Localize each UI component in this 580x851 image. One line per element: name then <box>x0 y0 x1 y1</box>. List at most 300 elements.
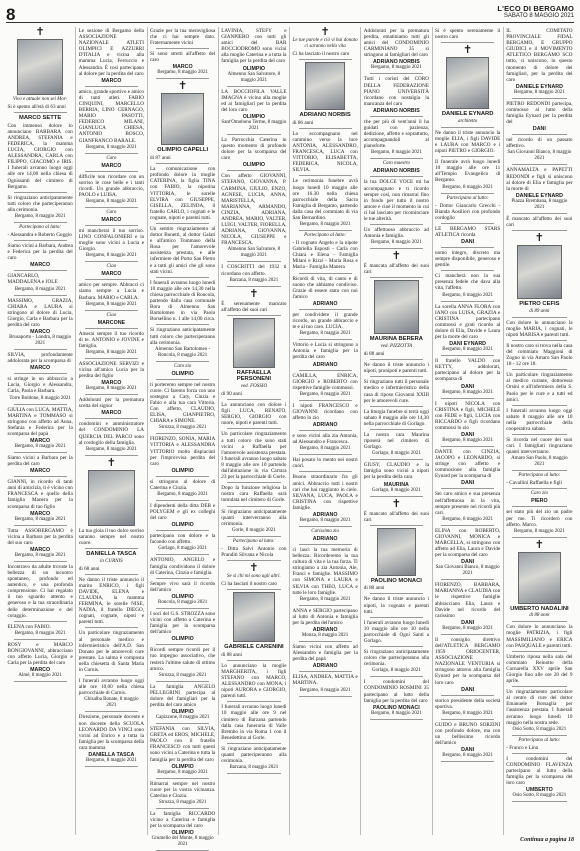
notice-place-date: Almè, 8 maggio 2021 <box>18 673 62 679</box>
notice-divider <box>370 224 423 225</box>
deceased-name: OLIMPIO CAPELLI <box>157 147 209 154</box>
notice-subtitle: Carissimo zio <box>311 529 339 534</box>
notice-divider <box>512 317 566 318</box>
obituary-notice <box>435 226 500 248</box>
issue-date: SABATO 8 MAGGIO 2021 <box>503 13 574 19</box>
notice-place-date: Bergamo, 8 maggio 2021 <box>86 386 137 392</box>
obituary-notice <box>221 402 286 429</box>
portrait-photo <box>88 470 134 526</box>
obituary-notice <box>8 115 73 193</box>
obituary-notice <box>79 458 144 549</box>
notice-place-date: Ghisalba Bonate, 8 maggio 2021 <box>84 697 139 709</box>
obituary-notice <box>364 280 429 360</box>
notice-divider <box>227 701 280 702</box>
notice-place-date: Barzana, 8 maggio 2021 <box>229 277 279 283</box>
notice-divider <box>85 225 138 226</box>
notice-divider <box>370 646 423 647</box>
portrait-photo <box>517 245 562 299</box>
notice-text: condomini e amministratore del CONDOMINIO LA QUERCIA DEL PARCO sono al cordoglio della famiglia. <box>78 421 144 446</box>
notice-place-date: Bergamo, 8 maggio 2021 <box>442 625 493 631</box>
obituary-notice <box>435 196 500 224</box>
obituary-notice <box>8 479 73 525</box>
notice-divider <box>227 399 280 400</box>
notice-divider <box>227 261 280 262</box>
portrait-photo <box>518 552 561 604</box>
notice-divider <box>156 578 209 579</box>
obituary-notice <box>8 528 73 562</box>
notice-place-date: Bergamo, 8 maggio 2021 <box>299 518 351 523</box>
notice-divider <box>227 170 280 171</box>
notice-subtitle: Caro maestro <box>382 161 411 167</box>
notice-divider <box>441 42 494 43</box>
obituary-notice <box>150 382 215 435</box>
notice-divider <box>512 735 566 736</box>
notice-text: GIANNI, in ricordo di tanti anni di amicizia, ti è vicino con FRANCESCA e quello della famiglia Manera per la scomparsa di tuo figlio <box>7 479 73 510</box>
notice-name-line: MARCO <box>30 667 51 674</box>
deceased-name: UMBERTO NADALINI <box>510 605 569 612</box>
obituary-notice <box>293 608 358 642</box>
notice-text: - Franco e Lina <box>506 744 539 751</box>
notice-divider <box>441 695 494 696</box>
notice-text: I funerali avranno luogo lunedì 10 maggio alle ore 14,30 nella chiesa parrocchiale di Roncola, partendo dalla casa comunale Bora di Almenno San Bartolomeo in via Paolo Borsellino n. 1 alle 14,00 circa. <box>150 279 216 323</box>
notice-divider <box>512 434 566 435</box>
notice-divider <box>441 446 494 447</box>
notice-divider <box>156 778 209 779</box>
notice-text: I nipoti NICOLA con CRISTINA e figli, MICHELE con FEDE e figli, LUCIA con RICCARDO e figli ricordano commossi lo zio <box>435 400 501 431</box>
notice-text: la tua DOLCE VOCE mi ha accompagnato e ti ricordo sempre così, non rimarrai fino in fondo per tutto il nostro amore e cioè il momento in cui ci hai lasciato per ricominciare le tue alterità. <box>363 179 429 222</box>
notice-divider <box>299 430 352 431</box>
notice-text: che per più di vent'anni il ha guidati con pazienza, dedizione, affetto e soprattutto, accompagnandoli al pianoforte. <box>363 118 429 150</box>
notice-place-date: Bergamo, 8 maggio 2021 <box>299 687 351 693</box>
obituary-notice <box>8 195 73 223</box>
obituary-notice <box>8 564 73 622</box>
notice-divider <box>370 376 423 377</box>
obituary-notice <box>221 509 286 537</box>
obituary-notice <box>364 379 429 406</box>
notice-text: La famiglia ANGELO PELLEGRINI partecipa al dolore dei famigliari per la perdita del caro amico <box>150 683 216 708</box>
cross-icon: ✝ <box>534 231 544 244</box>
portrait-photo <box>377 528 417 576</box>
notice-text: LE BERGAMO STARS ATLETICA ricorda <box>435 225 501 238</box>
notice-name-line: DANI <box>461 383 475 390</box>
notice-divider <box>299 400 352 401</box>
notice-divider <box>512 753 566 754</box>
notice-divider <box>441 634 494 635</box>
portrait-photo <box>446 57 489 109</box>
notice-text: Direzione, personale docente e non docente della SCUOLA LEONARDO DA VINCI sono vicini ad Enrico e a tutta la famiglia per la scomparsa della cara mamma <box>78 714 144 751</box>
notice-text: Addolorati per la prematura perdita, ematiniamo tutti gli amici del CONDOMINIO CARMINIANO 35 si stringono ai famigliari del caro <box>363 28 429 59</box>
obituary-notice <box>506 167 572 213</box>
notice-place-date: Bergamo, 8 maggio 2021 <box>86 198 137 204</box>
notice-text: di 68 anni <box>78 565 100 572</box>
obituary-notice <box>506 624 572 651</box>
notice-divider <box>512 470 566 471</box>
notice-text: ASSOCIAZIONE SERVIZI e vicina all'amico Lucia per la perdita del figlio <box>78 360 144 380</box>
notice-text: Si ringraziano anticipatamente quanti interverranno alla cerimonia. <box>221 508 287 527</box>
column-5 <box>290 27 361 835</box>
notice-text: e sono vicini alla zia Antonia, ad Alessandro e Francesca. <box>292 433 358 446</box>
notice-name-line: DANI <box>532 126 546 133</box>
obituary-notice <box>79 577 144 629</box>
notice-place-date: Bergamo, 8 maggio 2021 <box>86 446 137 452</box>
notice-divider <box>299 59 352 60</box>
notice-place-date: Piazza Brembana, 8 maggio 2021 <box>511 198 568 210</box>
notice-divider <box>441 193 494 194</box>
notice-text: Si ringraziano anticipatamente tutti coloro che parteciperanno alla cerimonia. <box>150 327 216 346</box>
obituary-notice <box>293 403 358 431</box>
notice-name-line: OLIMPIO <box>171 763 194 770</box>
obituary-notice <box>506 509 572 537</box>
notice-divider <box>14 476 67 477</box>
notice-divider <box>299 526 352 527</box>
obituary-notice <box>364 227 429 249</box>
notice-divider <box>512 488 566 489</box>
notice-name-line: PIERO <box>531 498 548 505</box>
notice-text: per condividere il grande ricordo, un grande abbraccio e te e al tuo caro. LUCIA. <box>292 311 358 331</box>
notice-text: Lo accompagnano nel cammino verso la luce ANTONIA, ALESSANDRO, FRANCESCA, LUCA con VITTORIO, ELISABETTA, FEDERICA, NICOLA, SILVIA. <box>292 130 358 174</box>
notice-divider <box>441 719 494 720</box>
obituary-notice <box>79 421 144 455</box>
notice-text: Sempre vivo sarà il ricordo dell'amico <box>150 580 216 593</box>
notice-text: Rimarrai sempre nel nostro cuore per la vostra vicinanza. Caterina e Cinzia. <box>150 780 216 799</box>
notice-divider <box>512 506 566 507</box>
notice-divider <box>299 128 352 129</box>
notice-text: Tutti i coristi del CORO DELLA FEDERAZIONE PIANO UNIVERSITÀ ricordano con nostalgia la mancanza del caro <box>363 76 429 107</box>
notice-divider <box>441 398 494 399</box>
obituary-notice <box>150 166 215 224</box>
notice-place-date: Capizzone, 8 maggio 2021 <box>155 715 210 721</box>
obituary-notice <box>506 137 572 165</box>
notice-name-line: ADRIANO <box>312 536 338 542</box>
obituary-notice <box>364 528 429 595</box>
notice-text: ELENA con FABIO. <box>7 623 51 630</box>
obituary-notice <box>506 372 572 405</box>
notice-divider <box>370 593 423 594</box>
notice-text: mi mancherai il tuo sorriso. LINO CONFALONIERI e la moglie sono vicini a Lucia e Giorgio. <box>78 227 144 253</box>
notice-text: nel ricordo di un passato affettivo. <box>506 137 573 150</box>
notice-text: - Ditta Salvi Antonio con Pranditi Silvana e Nicola <box>221 545 287 558</box>
cross-icon: ✝ <box>534 538 544 551</box>
deceased-name: DANIELLA TASCA <box>86 551 137 558</box>
cross-icon: ✝ <box>35 26 45 38</box>
obituary-notice <box>8 298 73 350</box>
notice-name-line: OLIMPIO <box>171 370 194 377</box>
notice-place-date: Bergamo, 8 maggio 2021 <box>86 349 137 355</box>
obituary-notice <box>150 28 215 49</box>
notice-divider <box>14 240 67 241</box>
obituary-notice <box>293 276 358 310</box>
obituary-notice <box>221 563 286 590</box>
notice-text: - Cavallini Raffaella e figli <box>506 480 563 487</box>
notice-divider <box>85 394 138 395</box>
notice-divider <box>156 476 209 477</box>
notice-text: GUIDO e BRUNO SORZINI con profondo dolore, ma con un bellissimo ricordo dell'amico <box>435 721 501 747</box>
obituary-notice <box>506 437 572 471</box>
notice-place-date: Bergamo, 8 maggio 2021 <box>86 253 137 259</box>
notice-text: Siamo vicini a Barbara per la perdita del caro <box>7 454 73 468</box>
notice-place-date: Monza, 8 maggio 2021 <box>301 633 349 639</box>
notice-name-line: MARCO <box>101 380 122 387</box>
obituary-notice <box>506 28 572 99</box>
notice-text: Le cerimonia funebre avrà luogo lunedì 10 maggio alle ore 16.30 nella chiesa parrocchiale della Sacra Famiglia di Bergamo, partendo dalla casa del commiato di via San Bernardino. <box>292 178 358 221</box>
notice-subtitle: in CURNIS <box>100 558 123 564</box>
notice-divider <box>370 617 423 618</box>
newspaper-name: L'ECO DI BERGAMO <box>497 4 574 13</box>
notice-name-line: DANI <box>461 431 475 438</box>
notice-text: I dipendenti della ditta DEB e POLYGEM e gli ex colleghi del caro <box>150 503 216 522</box>
notice-text: sei stato più del zio un padre per me. Ti ricorderò con affetto. Marco. <box>506 509 573 528</box>
notice-place-date: Bergamo, 8 maggio 2021 <box>299 391 351 397</box>
notice-divider <box>227 743 280 744</box>
obituary-notice <box>150 479 215 501</box>
notice-text: ANTONIO, ANGELO e famiglia condividono il dolore di Caterina, Cinzia e famiglia. <box>150 557 216 576</box>
notice-place-date: Roncola, 8 maggio 2021 <box>158 599 208 605</box>
notice-divider <box>299 454 352 455</box>
obituary-notice <box>8 225 73 241</box>
cross-icon: ✝ <box>320 26 330 38</box>
cross-icon: ✝ <box>463 44 473 57</box>
obituary-notice <box>435 698 500 720</box>
notice-name-line: DANIELLA TASCA <box>88 751 135 758</box>
notice-place-date: Bergamo, 8 maggio 2021 <box>86 301 137 307</box>
obituary-notice <box>435 582 500 635</box>
obituary-notice <box>364 28 429 74</box>
notice-name-line: DANIELE EYNARD <box>515 83 563 90</box>
notice-subtitle: architetto <box>457 118 478 124</box>
notice-place-date: Almenno San Salvatore, 8 maggio 2021 <box>227 71 281 83</box>
deceased-name: GABRIELE CARENINI <box>224 644 284 651</box>
notice-divider <box>227 286 280 287</box>
notice-divider <box>299 605 352 606</box>
notice-divider <box>85 548 138 549</box>
notice-divider <box>85 711 138 712</box>
obituary-notice <box>221 539 286 561</box>
obituary-notice <box>8 273 73 295</box>
notice-text: Le sezione di Bergamo della ASSOCIAZIONE NAZIONALE ATLETI OLIMPICI E AZZURRI D'ITALIA e vicina alla mamma Lucia, Ferruccio e Alessandra. È così partecipano al dolore per la perdita del caro <box>78 28 144 77</box>
notice-text: Un affettuoso abbraccio ad Antonia e famiglia. <box>363 227 429 240</box>
notice-text: ANNAMALTA e PAPETTI REDONDI e figli si uniscono al dolore di Elia e famiglia per la morte di <box>506 167 573 192</box>
notice-divider <box>227 134 280 135</box>
notice-text: La tua gioia il tuo dolce sorriso saranno sempre nel nostro cuore. <box>78 527 144 546</box>
notice-divider <box>441 488 494 489</box>
notice-place-date: Bergamo, 8 maggio 2021 <box>442 347 493 353</box>
notice-text: ROSY e MARCO BONGIOVANNI, abbracciano con affetto Lucia, Giorgio e Carla per la perdita del caro <box>7 641 73 667</box>
notice-text: Si ricorda nel cuore dei suoi cari. I famigliari ringraziano quanti interverranno. <box>506 437 573 456</box>
notice-name-line: MARCONE <box>97 319 126 326</box>
notice-text: si stringe in un abbraccio a Lucia, Giorgio e Alessandra, Carla, Paola e Barbara. <box>7 376 73 395</box>
column-8 <box>504 27 575 835</box>
column-4 <box>219 27 290 835</box>
notice-divider <box>156 361 209 362</box>
notice-divider <box>370 676 423 677</box>
obituary-notice <box>8 376 73 404</box>
notice-text: ELISA, ANDREA, MATTIA e MARTINA. <box>292 674 358 687</box>
obituary-notice <box>150 364 215 380</box>
notice-text: Ci mancherà non la sua presenza fedele che dava alla vita, l'affetto. <box>435 273 501 292</box>
obituary-notice <box>8 455 73 477</box>
notice-divider <box>156 554 209 555</box>
notice-text: Siamo vicini con affetto ad Alessandro e famiglia per la perdita del papà <box>292 644 358 663</box>
notice-text: Un particolare ringraziamento al personale medico e infermieristico dell'A.D. San Donato per le amorevoli cure prestate. La salma è composta nella chiesetta di Santa Maria in Curnis. <box>78 630 144 674</box>
notice-text: Con affetto GIOVANNI, STEFANO, GIOVANNA, P. CARMINA, GIULIO, ENZO, AGNESE, LUCIA, ANNA, MARISTELLA, MARIANNA, ARMANDO, CINZIA, ADRIANA, ANDREA, MARIO, VALTER, LUIGI, VALTER, FIORELLA, ADRIANA, GIOVANNA, NICOLA, GIUSEPPE e FRANCESCA. <box>221 173 287 247</box>
obituary-notice <box>293 529 358 545</box>
notice-text: I condomini del CONDOMINIO ROSMINI 35 partecipano al lutto della famiglia per la perdita del caro <box>363 679 429 704</box>
notice-place-date: Almenno San Bartolomeo - Roncola, 8 maggio 2021 <box>155 346 211 358</box>
notice-divider <box>156 723 209 724</box>
notice-place-date: Bergamo, 8 maggio 2021 <box>14 516 66 522</box>
cross-icon: ✝ <box>391 497 401 510</box>
obituary-notice <box>79 210 144 226</box>
notice-divider <box>441 156 494 157</box>
obituary-notice <box>506 343 572 370</box>
notice-text: Con dolore lo annunciano la moglie PATRIZIA, i figli MASSIMILIANO e ERICA con PASQUALE e parenti tutti. <box>506 624 573 649</box>
notice-text: di 88 anni <box>363 351 385 358</box>
obituary-notice <box>293 233 358 273</box>
obituary-notice <box>293 373 358 401</box>
notice-divider <box>370 525 423 526</box>
obituary-notice <box>364 76 429 116</box>
notice-name-line: MARCO <box>30 437 51 444</box>
notice-name-line: ADRIANO <box>312 663 338 670</box>
notice-divider <box>512 230 566 231</box>
notice-divider <box>441 247 494 248</box>
notice-divider <box>370 359 423 360</box>
notice-text: Dopo la funzione religiosa la nostra cara Raffaella sarà tumulata nel cimitero di Gorle. <box>221 485 287 504</box>
obituary-notice <box>506 491 572 507</box>
deceased-name: DANIELE EYNARD <box>441 111 494 118</box>
notice-text: difficile non ricordare con un sorriso le cose belle e i tanti ricordi. Un grande abbraccio, PAOLO e LUISA. <box>78 173 144 198</box>
notice-place-date: Gorlago, 8 maggio 2021 <box>371 668 421 674</box>
notice-place-date: Bergamo, 8 maggio 2021 <box>442 292 493 298</box>
notice-divider <box>85 574 138 575</box>
notice-place-date: Bergamo, 8 maggio 2021 <box>371 65 422 71</box>
notice-name-line: OLIMPIO <box>171 522 194 529</box>
notice-place-date: Osio Sotto, 8 maggio 2021 <box>512 726 567 732</box>
notice-divider <box>299 339 352 340</box>
notice-text: I funerali avranno luogo oggi sabato 8 maggio alle ore 10 nella parrocchiale della cooperativa sabato. <box>506 407 573 432</box>
notice-divider <box>14 373 67 374</box>
notice-place-date: Bergamo, 8 maggio 2021 <box>157 70 208 76</box>
obituary-notice <box>8 352 73 374</box>
notice-subtitle: Caro <box>106 155 117 161</box>
obituary-notice <box>8 243 73 271</box>
notice-divider <box>156 681 209 682</box>
notice-divider <box>299 273 352 274</box>
obituary-notice <box>79 714 144 767</box>
notice-text: È mancata all'affetto dei suoi cari <box>363 263 429 276</box>
notice-divider <box>156 277 209 278</box>
notice-divider <box>227 506 280 507</box>
notice-divider <box>156 608 209 609</box>
notice-name-line: ADRIANO <box>312 422 338 429</box>
notice-name-line: ADRIANO <box>312 300 338 307</box>
obituary-notice <box>221 173 286 262</box>
notice-place-date: Gorlago, 8 maggio 2021 <box>371 451 421 457</box>
notice-divider <box>14 525 67 526</box>
notice-place-date: Strozza, 8 maggio 2021 <box>158 799 207 805</box>
obituary-notice <box>435 528 500 580</box>
obituary-notice <box>221 318 286 400</box>
notice-divider <box>441 761 494 762</box>
obituary-notice <box>150 611 215 645</box>
notice-place-date: Strozza, 8 maggio 2021 <box>158 425 207 431</box>
notice-text: di 87 anni <box>150 155 171 162</box>
notice-divider <box>370 429 423 430</box>
notice-place-date: San Giovanni Bianco, 8 maggio 2021 <box>435 565 500 577</box>
obituary-notice <box>293 547 358 606</box>
notice-divider <box>227 589 280 590</box>
obituary-notice <box>150 557 215 578</box>
continued-note: Continua a pagina 18 <box>520 837 574 843</box>
notice-divider <box>156 433 209 434</box>
obituary-notice <box>79 678 144 712</box>
obituary-notice <box>150 280 215 326</box>
obituary-notice <box>435 401 500 447</box>
obituary-notice <box>506 216 572 231</box>
notice-place-date: Bergamo, 8 maggio 2021 <box>86 144 137 150</box>
obituary-notice <box>150 436 215 476</box>
notice-divider <box>441 223 494 224</box>
obituary-notice <box>364 409 429 430</box>
notice-name-line: PAOLINO MONACI <box>373 704 420 711</box>
notice-text: Buono straordinario fra gli amici. Abbraccio tutti i nostri cari che hai raggiunto in cielo. SILVANA, LUCA, PAOLA e CRISTINA con rispettive famiglie. <box>292 474 358 511</box>
notice-text: uomo integro, discreto ma sempre disponibile, generoso e gentile. <box>435 250 501 269</box>
notice-text: CAMILLA, ENRICA, GIORGIO e ROBERTO con rispettive famiglie commossi. <box>292 372 358 391</box>
notice-text: Con dolore lo annunciano la moglie MARIA, i cognati, le nipoti MARISA e parenti tutti. <box>506 319 573 338</box>
notice-name-line: MARCO <box>30 262 51 269</box>
notice-divider <box>441 301 494 302</box>
notice-subtitle: ved. PIZZOTTA <box>380 344 413 350</box>
notice-divider <box>85 328 138 329</box>
notice-divider <box>156 78 209 79</box>
notice-place-date: Bergamo, 8 maggio 2021 <box>299 222 351 228</box>
notice-subtitle: Partecipano al lutto: <box>232 538 275 544</box>
notice-divider <box>85 279 138 280</box>
notice-name-line: ADRIANO NORBIS <box>372 107 420 114</box>
obituary-notice <box>150 327 215 361</box>
obituary-notice <box>435 28 500 43</box>
notice-place-date: Bergamo, 8 maggio 2021 <box>14 630 66 636</box>
notice-text: partecipano con dolore e la facondo con affetto. <box>150 533 216 546</box>
notice-name-line: MARCO <box>101 410 122 417</box>
notice-place-date: Strozza, 8 maggio 2021 <box>158 672 207 678</box>
notice-text: Si ringraziano anticipatamente quanti parteciperanno alla cerimonia. <box>221 745 287 765</box>
column-1 <box>5 27 76 835</box>
notice-text: ELINA con ROBERTO, GIOVANNI, MONICA e MARCELLA, si stringono con affetto ad Elia, Laura e Davide per la scomparsa del caro <box>435 527 501 559</box>
obituary-notice <box>79 282 144 310</box>
notice-divider <box>299 230 352 231</box>
notice-text: Hai posato lo mento nei nostri cuori. <box>292 457 358 470</box>
obituary-notice <box>506 101 572 135</box>
notice-name-line: OLIMPIO <box>242 162 266 169</box>
notice-divider <box>156 530 209 531</box>
notice-divider <box>227 560 280 561</box>
obituary-notice <box>293 131 358 177</box>
obituary-notice <box>435 722 500 762</box>
notice-text: Ne danno il triste annuncio la moglie ELIA, i figli DAVIDE e LAURA con MARCO e i nipoti PIETRO e GIORGIO. <box>435 129 501 155</box>
obituary-notice <box>435 273 500 301</box>
obituary-notice <box>435 250 500 271</box>
notice-name-line: MARCO <box>30 468 51 475</box>
cross-icon: ✝ <box>178 80 188 93</box>
notice-divider <box>227 315 280 316</box>
notice-divider <box>299 671 352 672</box>
notice-subtitle: Le tue parole e ciò vi hai donato ci saranno nella vita <box>292 38 358 49</box>
notice-subtitle: Ciao <box>106 264 117 270</box>
notice-place-date: Bergamo, 8 maggio 2021 <box>299 446 351 452</box>
notice-divider <box>14 222 67 223</box>
notice-divider <box>227 660 280 661</box>
